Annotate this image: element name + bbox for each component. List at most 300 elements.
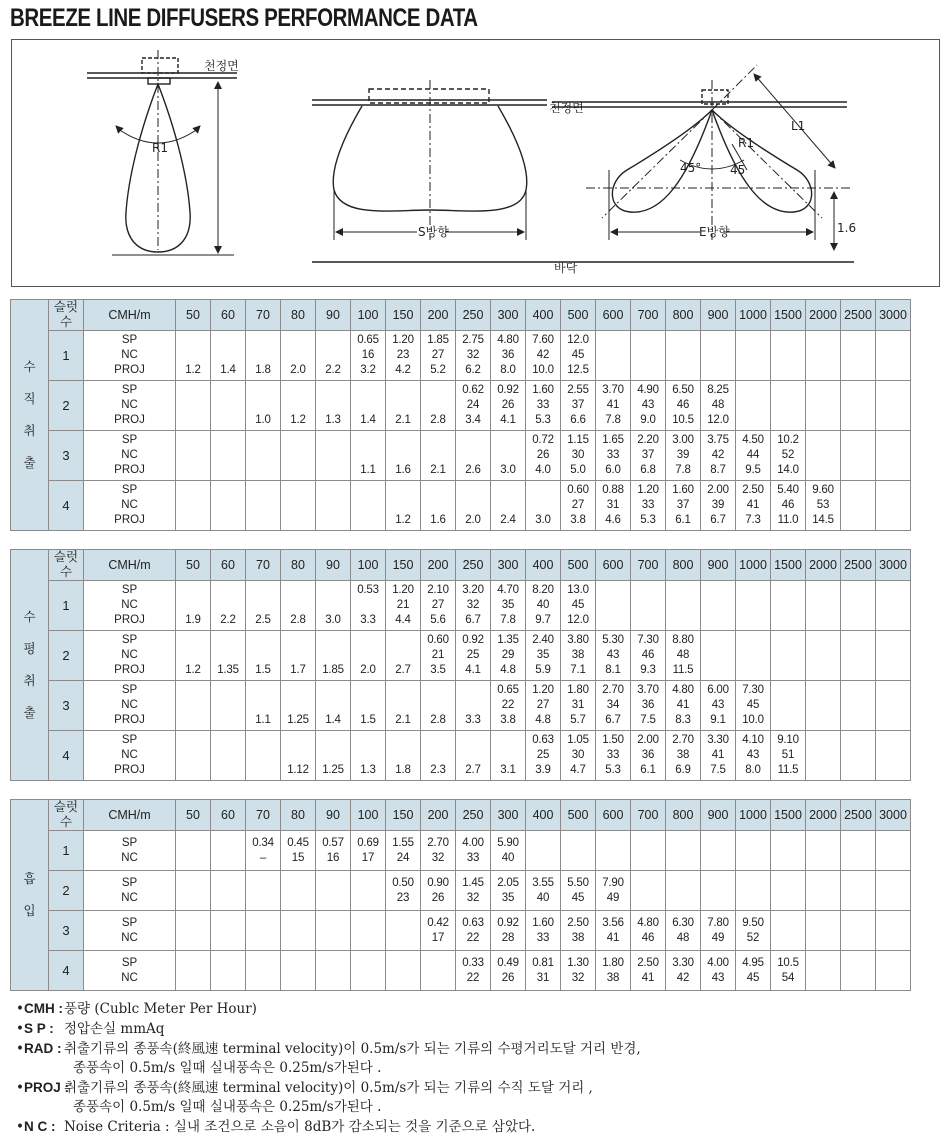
data-cell bbox=[491, 381, 526, 431]
data-cell bbox=[561, 681, 596, 731]
cell-value: 2.8 bbox=[430, 414, 446, 426]
note-term: PROJ : bbox=[23, 1080, 69, 1095]
cell-value bbox=[281, 383, 315, 398]
cell-value bbox=[666, 598, 700, 613]
data-cell bbox=[771, 681, 806, 731]
cell-value bbox=[316, 433, 350, 448]
cell-value bbox=[666, 876, 700, 891]
cmh-column-header: 250 bbox=[456, 300, 491, 331]
cell-value: 1.12 bbox=[287, 764, 309, 776]
cell-value bbox=[841, 713, 875, 728]
cmh-column-header: 200 bbox=[421, 550, 456, 581]
cell-value: 8.0 bbox=[500, 364, 516, 376]
airflow-diagram bbox=[11, 39, 940, 287]
cell-value bbox=[316, 348, 350, 363]
cell-value: 2.0 bbox=[465, 514, 481, 526]
data-cell bbox=[596, 481, 631, 531]
cell-value: 5.0 bbox=[570, 464, 586, 476]
cell-value bbox=[316, 891, 350, 906]
cell-value: 4.50 bbox=[742, 434, 764, 446]
cell-value bbox=[281, 971, 315, 986]
cell-value bbox=[841, 763, 875, 778]
data-cell bbox=[281, 831, 316, 871]
cell-value: 3.1 bbox=[500, 764, 516, 776]
cell-value: 4.8 bbox=[500, 664, 516, 676]
cell-value bbox=[211, 448, 245, 463]
data-cell bbox=[806, 631, 841, 681]
cell-value: 0.63 bbox=[462, 916, 484, 929]
cell-value: 0.92 bbox=[462, 634, 484, 646]
cell-value: 6.1 bbox=[675, 514, 691, 526]
data-cell bbox=[176, 951, 211, 991]
cell-value bbox=[351, 433, 385, 448]
cell-value: 33 bbox=[466, 851, 480, 864]
data-cell bbox=[806, 911, 841, 951]
data-cell bbox=[701, 381, 736, 431]
cell-value: 1.35 bbox=[217, 664, 239, 676]
cell-value bbox=[316, 971, 350, 986]
data-cell bbox=[561, 581, 596, 631]
cell-value bbox=[211, 876, 245, 891]
cell-value: 1.0 bbox=[255, 414, 271, 426]
cell-value bbox=[771, 383, 805, 398]
table-row bbox=[11, 831, 911, 871]
cell-value bbox=[316, 513, 350, 528]
data-cell bbox=[806, 431, 841, 481]
cell-value bbox=[421, 733, 455, 748]
data-cell bbox=[176, 331, 211, 381]
cell-value bbox=[771, 333, 805, 348]
data-cell bbox=[281, 481, 316, 531]
note-rad: •RAD : 취출기류의 종풍속(終風速 terminal velocity)이 0.5m/s가 되는 기류의 수평거리도달 거리 반경, bbox=[16, 1041, 641, 1057]
data-cell bbox=[876, 381, 911, 431]
l1-label: L1 bbox=[791, 119, 806, 133]
cell-value bbox=[876, 413, 910, 428]
data-cell bbox=[281, 631, 316, 681]
cell-value bbox=[491, 433, 525, 448]
cell-value: 26 bbox=[536, 449, 550, 461]
data-cell bbox=[386, 831, 421, 871]
cell-value: 4.0 bbox=[535, 464, 551, 476]
cell-value: 13.0 bbox=[567, 584, 589, 596]
cell-value: 41 bbox=[746, 499, 760, 511]
cmh-column-header: 900 bbox=[701, 800, 736, 831]
cell-value bbox=[806, 383, 840, 398]
cell-value bbox=[771, 836, 805, 851]
cell-value bbox=[281, 698, 315, 713]
cmh-column-header: 80 bbox=[281, 550, 316, 581]
cell-value bbox=[841, 498, 875, 513]
data-cell bbox=[806, 331, 841, 381]
data-cell bbox=[666, 731, 701, 781]
cell-value: 3.80 bbox=[567, 634, 589, 646]
cell-value: 6.9 bbox=[675, 764, 691, 776]
cell-value bbox=[666, 613, 700, 628]
height-label: 1.6 bbox=[837, 221, 857, 235]
data-cell bbox=[526, 871, 561, 911]
cell-value: 2.05 bbox=[497, 876, 519, 889]
cell-value: 9.5 bbox=[745, 464, 761, 476]
table-header-row bbox=[11, 550, 911, 581]
cell-value: 4.10 bbox=[742, 734, 764, 746]
data-cell bbox=[701, 331, 736, 381]
cell-value: 1.3 bbox=[325, 414, 341, 426]
cmh-column-header: 600 bbox=[596, 800, 631, 831]
cell-value bbox=[176, 851, 210, 866]
cell-value bbox=[246, 498, 280, 513]
cell-value bbox=[281, 513, 315, 528]
cell-value bbox=[771, 363, 805, 378]
cell-value bbox=[806, 713, 840, 728]
cell-value bbox=[316, 748, 350, 763]
cell-value bbox=[281, 891, 315, 906]
data-cell bbox=[701, 431, 736, 481]
parameter-label-cell bbox=[84, 951, 176, 991]
cell-value bbox=[771, 348, 805, 363]
data-cell bbox=[666, 831, 701, 871]
data-cell bbox=[316, 681, 351, 731]
data-cell bbox=[316, 431, 351, 481]
parameter-label: SP bbox=[121, 634, 138, 646]
parameter-label: SP bbox=[121, 684, 138, 696]
cell-value bbox=[876, 383, 910, 398]
cmh-column-header: 2000 bbox=[806, 550, 841, 581]
cell-value bbox=[246, 633, 280, 648]
data-cell bbox=[806, 681, 841, 731]
cmh-column-header: 700 bbox=[631, 550, 666, 581]
cell-value: 27 bbox=[571, 499, 585, 511]
cell-value bbox=[211, 398, 245, 413]
cell-value: 0.42 bbox=[427, 916, 449, 929]
cell-value: 8.1 bbox=[605, 664, 621, 676]
cell-value: 25 bbox=[466, 649, 480, 661]
cell-value: 0.69 bbox=[357, 836, 379, 849]
cell-value bbox=[876, 583, 910, 598]
cell-value bbox=[771, 876, 805, 891]
cell-value bbox=[316, 733, 350, 748]
data-cell bbox=[771, 911, 806, 951]
cell-value bbox=[246, 748, 280, 763]
note-proj-continued: 종풍속이 0.5m/s 일때 실내풍속은 0.25m/s가된다 . bbox=[73, 1099, 382, 1115]
cell-value bbox=[176, 433, 210, 448]
cell-value: 1.1 bbox=[255, 714, 271, 726]
cell-value bbox=[806, 583, 840, 598]
data-cell bbox=[281, 911, 316, 951]
cell-value bbox=[281, 433, 315, 448]
cmh-column-header: 700 bbox=[631, 300, 666, 331]
cell-value bbox=[841, 891, 875, 906]
cell-value bbox=[806, 448, 840, 463]
cell-value: 11.0 bbox=[777, 514, 799, 526]
cell-value bbox=[736, 633, 770, 648]
cell-value bbox=[351, 633, 385, 648]
cell-value bbox=[176, 348, 210, 363]
data-cell bbox=[246, 431, 281, 481]
cell-value: 46 bbox=[641, 649, 655, 661]
data-cell bbox=[316, 581, 351, 631]
cell-value bbox=[561, 851, 595, 866]
cell-value bbox=[316, 931, 350, 946]
cell-value bbox=[176, 931, 210, 946]
cell-value bbox=[176, 583, 210, 598]
cell-value: 6.6 bbox=[570, 414, 586, 426]
cmh-column-header: 300 bbox=[491, 800, 526, 831]
cell-value: 31 bbox=[571, 699, 585, 711]
data-cell bbox=[631, 631, 666, 681]
cell-value: 8.20 bbox=[532, 584, 554, 596]
data-cell bbox=[316, 331, 351, 381]
data-cell bbox=[526, 381, 561, 431]
r1-label-left: R1 bbox=[152, 141, 168, 155]
parameter-label: NC bbox=[121, 931, 138, 944]
cell-value: 0.33 bbox=[462, 956, 484, 969]
cell-value bbox=[876, 663, 910, 678]
data-cell bbox=[246, 831, 281, 871]
cell-value: 37 bbox=[641, 449, 655, 461]
data-cell bbox=[491, 431, 526, 481]
cell-value bbox=[841, 433, 875, 448]
data-cell bbox=[386, 911, 421, 951]
cmh-column-header: 70 bbox=[246, 800, 281, 831]
cell-value: 54 bbox=[781, 971, 795, 984]
cell-value: 0.60 bbox=[567, 484, 589, 496]
data-cell bbox=[736, 481, 771, 531]
cell-value bbox=[596, 613, 630, 628]
data-cell bbox=[666, 581, 701, 631]
data-cell bbox=[421, 731, 456, 781]
cell-value: 2.3 bbox=[430, 764, 446, 776]
data-cell bbox=[456, 381, 491, 431]
cmh-column-header: 1000 bbox=[736, 300, 771, 331]
data-cell bbox=[701, 681, 736, 731]
data-cell bbox=[841, 951, 876, 991]
cell-value bbox=[351, 648, 385, 663]
data-cell bbox=[701, 871, 736, 911]
data-cell bbox=[246, 681, 281, 731]
cell-value: 27 bbox=[431, 599, 445, 611]
cell-value bbox=[211, 851, 245, 866]
cell-value bbox=[176, 916, 210, 931]
slot-count-cell: 4 bbox=[49, 481, 84, 531]
cell-value bbox=[211, 836, 245, 851]
cell-value bbox=[246, 333, 280, 348]
data-cell bbox=[386, 431, 421, 481]
data-cell bbox=[771, 631, 806, 681]
cell-value bbox=[176, 876, 210, 891]
cell-value bbox=[386, 398, 420, 413]
cell-value bbox=[211, 513, 245, 528]
cell-value bbox=[841, 733, 875, 748]
cmh-column-header: 400 bbox=[526, 550, 561, 581]
parameter-label-cell bbox=[84, 631, 176, 681]
cell-value bbox=[281, 398, 315, 413]
cell-value: 6.7 bbox=[465, 614, 481, 626]
cell-value bbox=[631, 598, 665, 613]
cmh-column-header: 2000 bbox=[806, 800, 841, 831]
cell-value: 2.50 bbox=[637, 956, 659, 969]
cell-value: 2.8 bbox=[290, 614, 306, 626]
cell-value: 2.1 bbox=[395, 414, 411, 426]
cell-value bbox=[246, 398, 280, 413]
data-cell bbox=[351, 431, 386, 481]
cell-value bbox=[736, 348, 770, 363]
cell-value: 26 bbox=[501, 399, 515, 411]
data-cell bbox=[421, 631, 456, 681]
data-cell bbox=[456, 951, 491, 991]
cmh-column-header: 60 bbox=[211, 800, 246, 831]
cell-value bbox=[176, 383, 210, 398]
parameter-label: SP bbox=[121, 916, 138, 929]
cell-value bbox=[736, 363, 770, 378]
parameter-label-cell bbox=[84, 481, 176, 531]
data-cell bbox=[876, 431, 911, 481]
table-row bbox=[11, 581, 911, 631]
cmh-column-header: 60 bbox=[211, 550, 246, 581]
cell-value: 45 bbox=[571, 891, 585, 904]
cell-value bbox=[876, 498, 910, 513]
cell-value: 2.20 bbox=[637, 434, 659, 446]
cell-value: 5.40 bbox=[777, 484, 799, 496]
cell-value: 31 bbox=[606, 499, 620, 511]
cell-value: 1.2 bbox=[290, 414, 306, 426]
data-cell bbox=[736, 631, 771, 681]
cell-value bbox=[876, 483, 910, 498]
cell-value bbox=[631, 613, 665, 628]
cell-value: 3.55 bbox=[532, 876, 554, 889]
cell-value: 9.7 bbox=[535, 614, 551, 626]
cmh-column-header: 1000 bbox=[736, 800, 771, 831]
cell-value: 1.20 bbox=[637, 484, 659, 496]
data-cell bbox=[771, 581, 806, 631]
cell-value: 8.25 bbox=[707, 384, 729, 396]
cell-value bbox=[316, 583, 350, 598]
cell-value: 4.1 bbox=[500, 414, 516, 426]
cell-value bbox=[701, 876, 735, 891]
cell-value bbox=[211, 463, 245, 478]
cmh-column-header: 150 bbox=[386, 800, 421, 831]
cell-value: 1.35 bbox=[497, 634, 519, 646]
cell-value bbox=[491, 748, 525, 763]
cell-value bbox=[876, 748, 910, 763]
cell-value bbox=[246, 648, 280, 663]
cell-value bbox=[211, 483, 245, 498]
cell-value bbox=[841, 698, 875, 713]
cell-value: 12.5 bbox=[567, 364, 589, 376]
cell-value: 48 bbox=[711, 399, 725, 411]
cell-value: 0.45 bbox=[287, 836, 309, 849]
cell-value: 17 bbox=[361, 851, 375, 864]
cell-value: 0.62 bbox=[462, 384, 484, 396]
cell-value bbox=[666, 851, 700, 866]
cell-value bbox=[701, 583, 735, 598]
cell-value bbox=[421, 698, 455, 713]
data-cell bbox=[491, 831, 526, 871]
cell-value bbox=[841, 916, 875, 931]
data-cell bbox=[561, 911, 596, 951]
cell-value: 0.60 bbox=[427, 634, 449, 646]
cell-value bbox=[771, 413, 805, 428]
cell-value bbox=[736, 613, 770, 628]
data-cell bbox=[246, 871, 281, 911]
data-cell bbox=[666, 481, 701, 531]
data-cell bbox=[246, 911, 281, 951]
cell-value bbox=[736, 333, 770, 348]
data-cell bbox=[596, 381, 631, 431]
cmh-column-header: 90 bbox=[316, 800, 351, 831]
cell-value bbox=[176, 333, 210, 348]
cell-value bbox=[386, 633, 420, 648]
cell-value bbox=[316, 463, 350, 478]
cell-value: 6.30 bbox=[672, 916, 694, 929]
cell-value: 24 bbox=[396, 851, 410, 864]
cell-value: 29 bbox=[501, 649, 515, 661]
cell-value bbox=[386, 483, 420, 498]
cell-value bbox=[456, 733, 490, 748]
cell-value bbox=[841, 971, 875, 986]
performance-table-2 bbox=[10, 549, 911, 781]
data-cell bbox=[526, 331, 561, 381]
cell-value: 43 bbox=[641, 399, 655, 411]
cell-value bbox=[281, 633, 315, 648]
cell-value: 3.9 bbox=[535, 764, 551, 776]
cell-value: 3.75 bbox=[707, 434, 729, 446]
cmh-column-header: 3000 bbox=[876, 300, 911, 331]
cell-value: 53 bbox=[816, 499, 830, 511]
cell-value bbox=[211, 498, 245, 513]
cell-value: 26 bbox=[501, 971, 515, 984]
cell-value bbox=[806, 931, 840, 946]
cell-value: 7.3 bbox=[745, 514, 761, 526]
cmh-column-header: 70 bbox=[246, 550, 281, 581]
cell-value bbox=[421, 398, 455, 413]
data-cell bbox=[421, 951, 456, 991]
cell-value: 49 bbox=[606, 891, 620, 904]
cell-value: 1.80 bbox=[567, 684, 589, 696]
cell-value bbox=[596, 836, 630, 851]
cell-value: 4.6 bbox=[605, 514, 621, 526]
slot-count-cell: 2 bbox=[49, 631, 84, 681]
cell-value: 1.6 bbox=[395, 464, 411, 476]
data-cell bbox=[876, 481, 911, 531]
cell-value: 5.3 bbox=[640, 514, 656, 526]
cell-value: 6.50 bbox=[672, 384, 694, 396]
cell-value bbox=[246, 448, 280, 463]
data-cell bbox=[771, 731, 806, 781]
data-cell bbox=[771, 331, 806, 381]
data-cell bbox=[701, 731, 736, 781]
cmh-column-header: 70 bbox=[246, 300, 281, 331]
data-cell bbox=[351, 831, 386, 871]
cell-value bbox=[316, 448, 350, 463]
data-cell bbox=[596, 631, 631, 681]
cell-value bbox=[596, 363, 630, 378]
cell-value bbox=[491, 448, 525, 463]
data-cell bbox=[211, 331, 246, 381]
cell-value: 7.1 bbox=[570, 664, 586, 676]
cell-value: 44 bbox=[746, 449, 760, 461]
data-cell bbox=[526, 911, 561, 951]
cell-value: 7.30 bbox=[637, 634, 659, 646]
parameter-label: NC bbox=[121, 399, 138, 411]
cell-value bbox=[876, 698, 910, 713]
side-label-char: 입 bbox=[23, 904, 36, 918]
cell-value: 2.4 bbox=[500, 514, 516, 526]
cell-value bbox=[771, 583, 805, 598]
airflow-diagram-svg bbox=[12, 40, 941, 288]
cell-value bbox=[211, 433, 245, 448]
cell-value: 1.50 bbox=[602, 734, 624, 746]
side-label-char: 취 bbox=[23, 674, 36, 688]
